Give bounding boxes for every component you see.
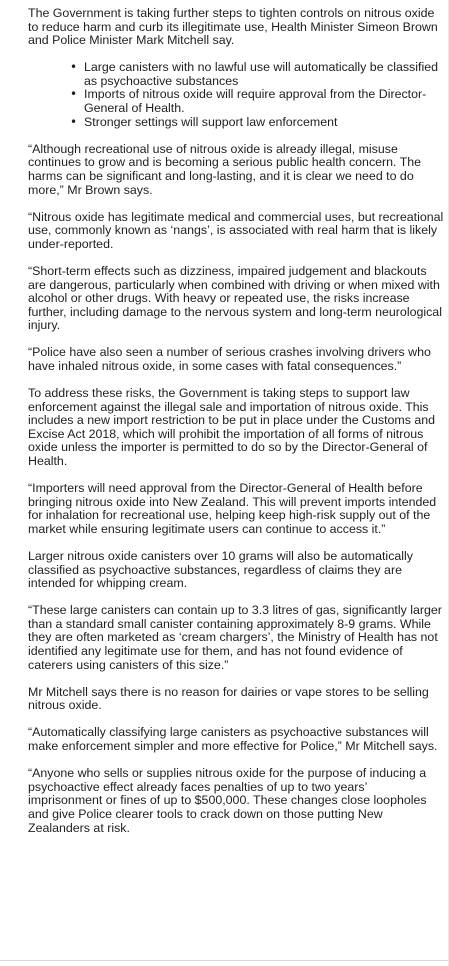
body-paragraph: “Anyone who sells or supplies nitrous oxide for the purpose of inducing a psychoactive effect already faces penalties of up to two years’ imprisonment or fines of up to $500,000. These changes close loopholes and give Police clearer tools to crack down on those putting New Zealanders at risk. [28, 766, 427, 835]
list-item: • Large canisters with no lawful use will automatically be classified as psychoactive substances [84, 61, 444, 88]
article-body [28, 7, 444, 849]
body-paragraph: “Importers will need approval from the Director-General of Health before bringing nitrous oxide into New Zealand. This will prevent imports intended for inhalation for recreational use, helping keep high-risk supply out of the market while ensuring legitimate users can continue to access it.” [28, 481, 437, 536]
body-paragraph: “Although recreational use of nitrous oxide is already illegal, misuse continues to grow and is becoming a serious public health concern. The harms can be significant and long-lasting, and it is clear we need to do more,” Mr Brown says. [28, 141, 422, 197]
key-points-list [28, 61, 444, 129]
body-paragraph: To address these risks, the Government is taking steps to support law enforcement against the illegal sale and importation of nitrous oxide. This includes a new import restriction to be put in place under the Customs and Excise Act 2018, which will prohibit the importation of all forms of nitrous oxide unless the importer is permitted to do so by the Director-General of Health. [28, 386, 436, 469]
body-paragraph: “Police have also seen a number of serious crashes involving drivers who have inhaled nitrous oxide, in some cases with fatal consequences.” [28, 345, 431, 373]
list-item: • Stronger settings will support law enforcement [84, 116, 444, 130]
body-paragraph: “Automatically classifying large canisters as psychoactive substances will make enforcement simpler and more effective for Police,” Mr Mitchell says. [28, 725, 438, 754]
intro-paragraph: The Government is taking further steps to tighten controls on nitrous oxide to reduce harm and curb its illegitimate use, Health Minister Simeon Brown and Police Minister Mark Mitchell say. [28, 6, 438, 48]
body-paragraph: “Nitrous oxide has legitimate medical and commercial uses, but recreational use, commonly known as ‘nangs’, is associated with real harm that is likely under-reported. [28, 209, 444, 251]
body-paragraph: “These large canisters can contain up to 3.3 litres of gas, significantly larger than a standard small canister containing approximately 8-9 grams. While they are often marketed as ‘cream chargers’, the Ministry of Health has not identified any legitimate use for them, and has not found evidence of caterers using canisters of this size.” [28, 603, 442, 672]
body-paragraph: Mr Mitchell says there is no reason for dairies or vape stores to be selling nitrous oxide. [28, 684, 429, 713]
body-paragraph: Larger nitrous oxide canisters over 10 grams will also be automatically classified as psychoactive substances, regardless of claims they are intended for whipping cream. [28, 549, 413, 591]
list-item: • Imports of nitrous oxide will require approval from the Director-General of Health. [84, 88, 444, 115]
bottom-divider [0, 960, 449, 961]
body-paragraph: “Short-term effects such as dizziness, impaired judgement and blackouts are dangerous, particularly when combined with driving or when mixed with alcohol or other drugs. With heavy or repeated use, the risks increase further, including damage to the nervous system and long-term neurological injury. [28, 263, 442, 333]
